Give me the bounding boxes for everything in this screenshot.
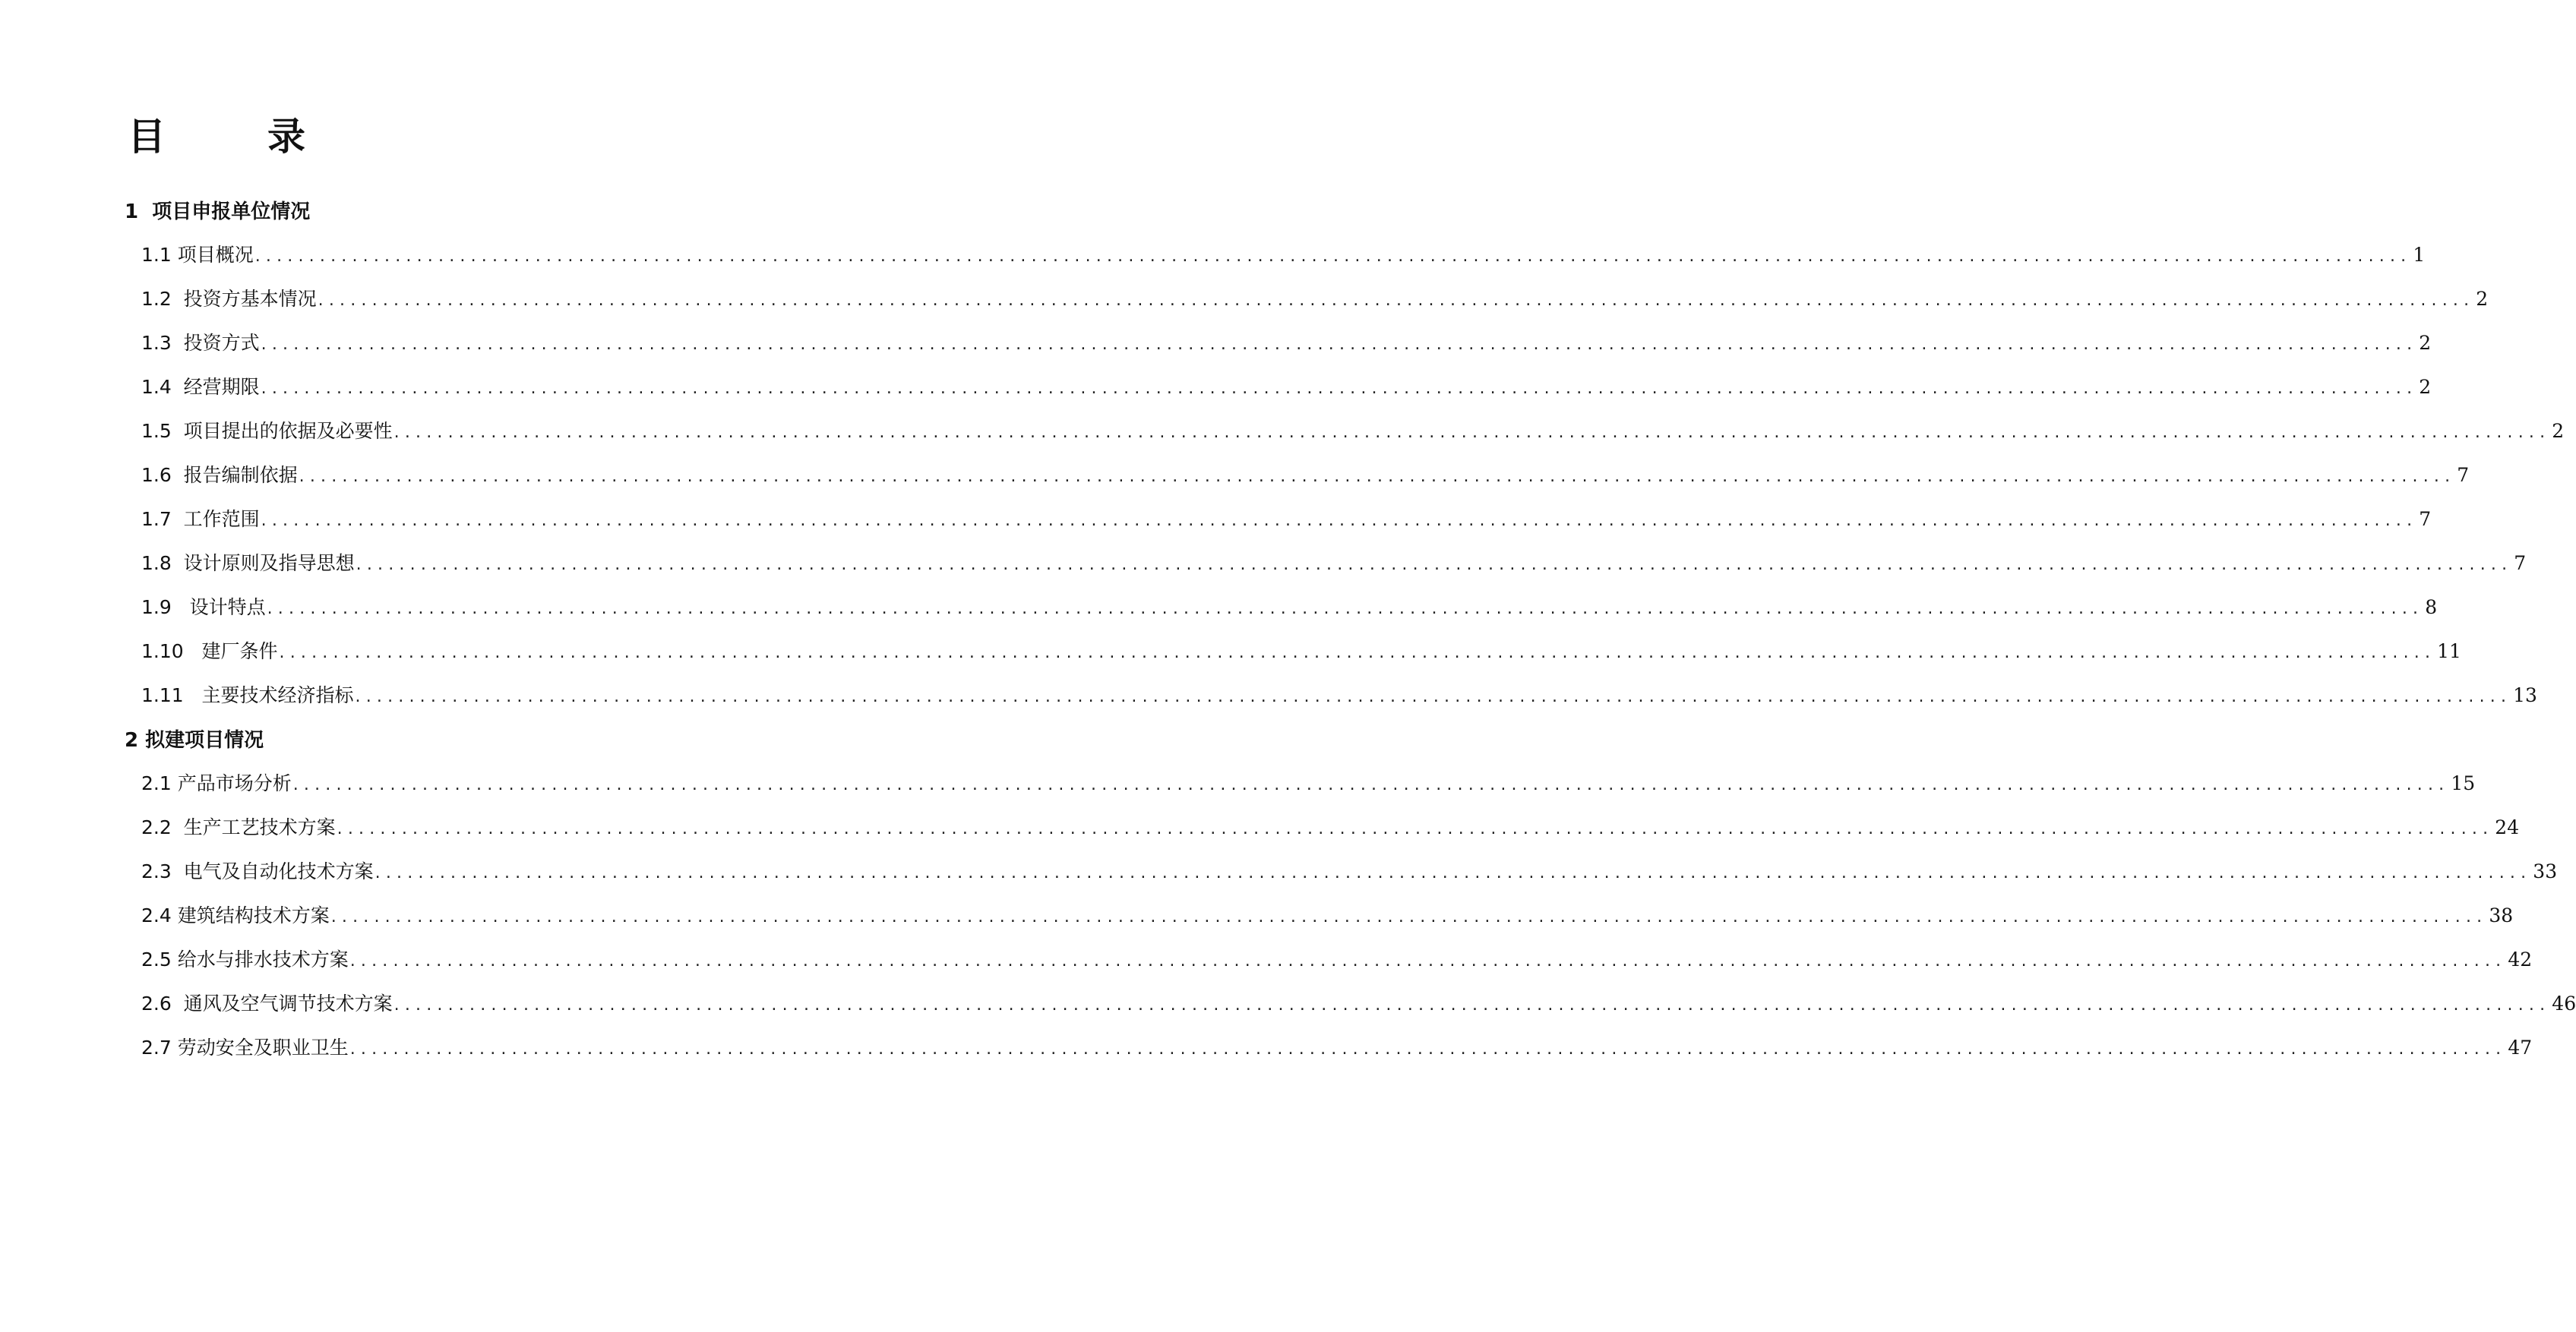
dot-leader: ........................................................................................................................................................................................................ xyxy=(330,907,2488,926)
toc-entry-page: 2 xyxy=(2419,332,2432,354)
toc-entry-1-11[interactable] xyxy=(141,683,2537,709)
toc-entry-page: 46 xyxy=(2552,993,2576,1015)
toc-entry-1-7[interactable] xyxy=(141,507,2432,532)
dot-leader: ........................................................................................................................................................................................................ xyxy=(349,1040,2507,1059)
toc-entry-label: 2.5 给水与排水技术方案 xyxy=(141,948,349,971)
toc-entry-label: 1.1 项目概况 xyxy=(141,244,254,266)
toc-entry-label: 1.7 工作范围 xyxy=(141,508,260,530)
toc-entry-label: 1.5 项目提出的依据及必要性 xyxy=(141,420,393,442)
toc-entry-label: 2.7 劳动安全及职业卫生 xyxy=(141,1037,349,1059)
page-title: 目 录 xyxy=(128,115,337,159)
dot-leader: ........................................................................................................................................................................................................ xyxy=(267,599,2424,618)
dot-leader: ........................................................................................................................................................................................................ xyxy=(355,687,2512,706)
toc-entry-1-8[interactable] xyxy=(141,551,2527,576)
toc-entry-1-4[interactable] xyxy=(141,374,2432,400)
toc-entry-page: 7 xyxy=(2419,508,2432,530)
toc-entry-page: 11 xyxy=(2437,640,2461,662)
dot-leader: ........................................................................................................................................................................................................ xyxy=(299,467,2456,486)
dot-leader: ........................................................................................................................................................................................................ xyxy=(349,952,2507,971)
toc-entry-page: 24 xyxy=(2495,816,2520,838)
toc-entry-page: 33 xyxy=(2533,860,2558,882)
toc-entry-label: 1.10 建厂条件 xyxy=(141,640,278,662)
toc-entry-2-5[interactable] xyxy=(141,947,2533,973)
dot-leader: ........................................................................................................................................................................................................ xyxy=(394,996,2551,1015)
dot-leader: ........................................................................................................................................................................................................ xyxy=(292,775,2450,794)
toc-entry-label: 2.4 建筑结构技术方案 xyxy=(141,904,330,926)
toc-entry-label: 1.3 投资方式 xyxy=(141,332,260,354)
toc-entry-2-7[interactable] xyxy=(141,1035,2533,1061)
toc-entry-page: 2 xyxy=(2476,288,2489,310)
dot-leader: ........................................................................................................................................................................................................ xyxy=(261,335,2418,354)
toc-entry-1-2[interactable] xyxy=(141,286,2489,312)
toc-entry-label: 2.6 通风及空气调节技术方案 xyxy=(141,993,393,1015)
toc-entry-page: 13 xyxy=(2513,684,2537,706)
dot-leader: ........................................................................................................................................................................................................ xyxy=(337,819,2494,838)
dot-leader: ........................................................................................................................................................................................................ xyxy=(261,379,2418,398)
toc-entry-page: 7 xyxy=(2457,464,2470,486)
toc-entry-page: 7 xyxy=(2514,552,2527,574)
toc-entry-1-1[interactable] xyxy=(141,242,2426,268)
toc-entry-2-6[interactable] xyxy=(141,991,2576,1017)
dot-leader: ........................................................................................................................................................................................................ xyxy=(279,643,2436,662)
toc-entry-2-4[interactable] xyxy=(141,903,2514,929)
toc-entry-page: 42 xyxy=(2508,948,2533,971)
toc-entry-label: 1.8 设计原则及指导思想 xyxy=(141,552,355,574)
toc-entry-1-10[interactable] xyxy=(141,639,2461,664)
toc-entry-page: 15 xyxy=(2451,772,2476,794)
toc-entry-label: 2.1 产品市场分析 xyxy=(141,772,292,794)
dot-leader: ........................................................................................................................................................................................................ xyxy=(254,247,2412,266)
dot-leader: ........................................................................................................................................................................................................ xyxy=(356,555,2513,574)
toc-entry-2-2[interactable] xyxy=(141,815,2520,841)
section-heading-2: 2 拟建项目情况 xyxy=(125,729,264,752)
toc-entry-1-6[interactable] xyxy=(141,462,2470,488)
toc-entry-label: 1.11 主要技术经济指标 xyxy=(141,684,354,706)
toc-entry-page: 2 xyxy=(2419,376,2432,398)
toc-entry-label: 2.2 生产工艺技术方案 xyxy=(141,816,336,838)
toc-entry-1-3[interactable] xyxy=(141,330,2432,356)
toc-entry-label: 2.3 电气及自动化技术方案 xyxy=(141,860,374,882)
dot-leader: ........................................................................................................................................................................................................ xyxy=(318,291,2475,310)
toc-entry-label: 1.2 投资方基本情况 xyxy=(141,288,317,310)
toc-entry-1-5[interactable] xyxy=(141,418,2565,444)
toc-entry-label: 1.9 设计特点 xyxy=(141,596,266,618)
toc-entry-label: 1.4 经营期限 xyxy=(141,376,260,398)
toc-entry-page: 1 xyxy=(2413,244,2426,266)
section-heading-1: 1 项目申报单位情况 xyxy=(125,200,311,223)
toc-entry-2-3[interactable] xyxy=(141,859,2558,885)
dot-leader: ........................................................................................................................................................................................................ xyxy=(261,511,2418,530)
dot-leader: ........................................................................................................................................................................................................ xyxy=(375,863,2532,882)
toc-entry-page: 47 xyxy=(2508,1037,2533,1059)
toc-entry-label: 1.6 报告编制依据 xyxy=(141,464,298,486)
toc-entry-page: 2 xyxy=(2552,420,2565,442)
toc-entry-page: 8 xyxy=(2425,596,2438,618)
dot-leader: ........................................................................................................................................................................................................ xyxy=(394,423,2551,442)
toc-entry-2-1[interactable] xyxy=(141,771,2476,797)
toc-entry-page: 38 xyxy=(2489,904,2514,926)
toc-entry-1-9[interactable] xyxy=(141,595,2438,620)
